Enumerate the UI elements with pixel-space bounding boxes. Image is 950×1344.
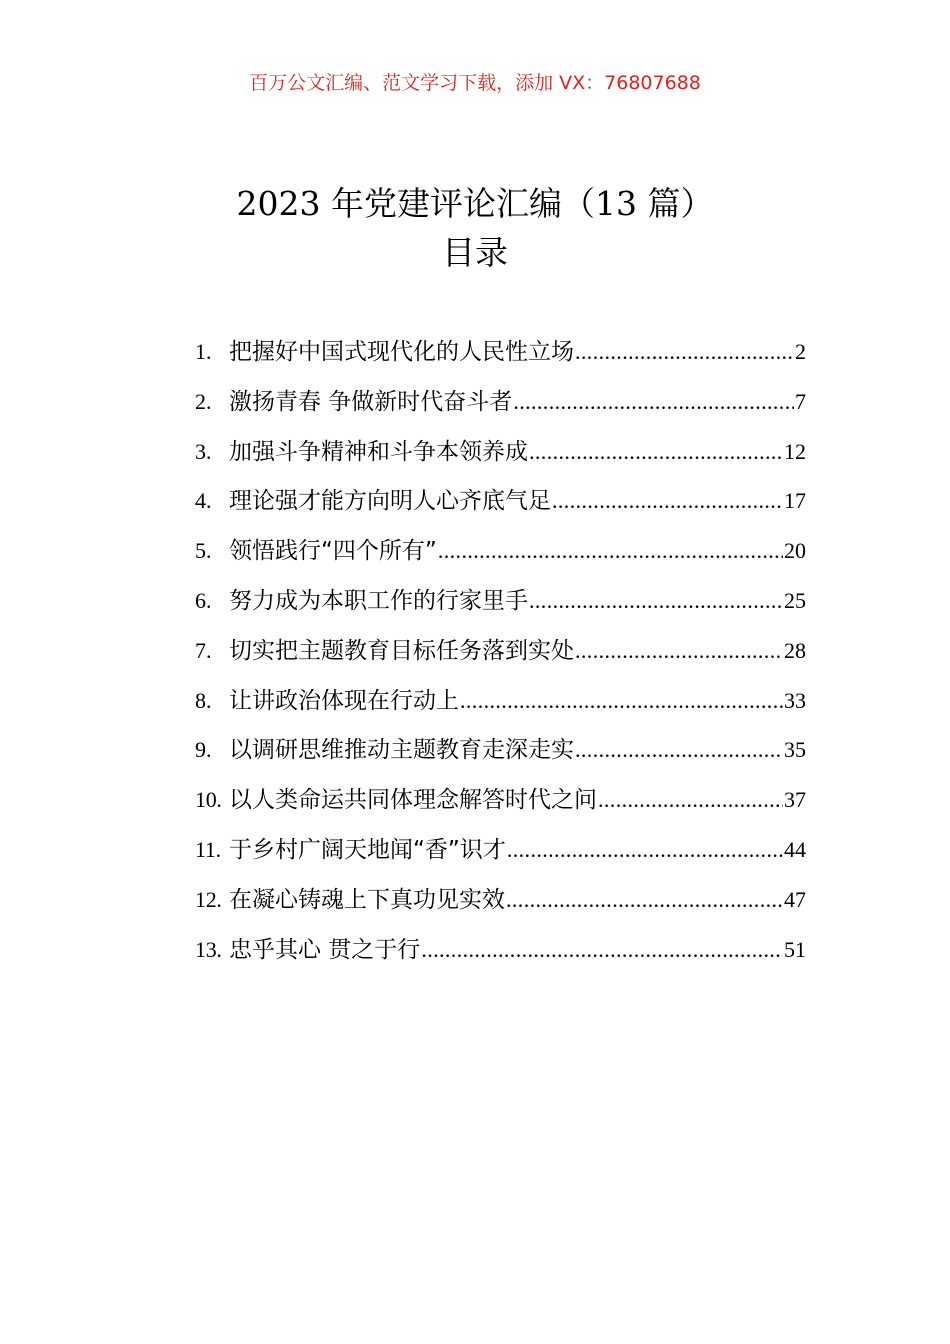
header-note: 百万公文汇编、范文学习下载，添加 VX：76807688 [249,72,701,94]
toc-dot-leader [421,930,783,970]
document-title: 2023 年党建评论汇编（13 篇） [236,184,714,223]
toc-entry-number: 12. [195,886,222,912]
toc-entry-title: 加强斗争精神和斗争本领养成 [229,438,528,465]
toc-entry-page: 35 [784,737,806,763]
toc-entry-number: 10. [195,787,222,813]
toc-entry-page: 28 [784,637,806,663]
toc-entry-title: 于乡村广阔天地闻“香”识才 [229,836,506,863]
toc-entry-title: 以调研思维推动主题教育走深走实 [229,737,574,764]
toc-dot-leader [513,382,794,422]
toc-entry-page: 2 [795,339,806,364]
toc-entry-page: 7 [795,388,806,414]
toc-entry-number: 7. [195,637,212,663]
toc-entry-page: 33 [784,687,806,713]
toc-entry-4[interactable] [195,481,806,531]
toc-entry-title: 激扬青春 争做新时代奋斗者 [229,388,513,415]
toc-dot-leader [575,332,794,372]
toc-entry-number: 2. [195,388,212,414]
toc-entry-page: 37 [784,787,806,813]
toc-entry-7[interactable] [195,631,806,681]
toc-entry-5[interactable] [195,531,806,581]
toc-entry-page: 12 [784,438,806,464]
toc-dot-leader [598,780,783,820]
toc-entry-title: 把握好中国式现代化的人民性立场 [229,339,574,365]
toc-dot-leader [460,681,783,721]
toc-entry-number: 9. [195,737,212,763]
toc-entry-title: 忠乎其心 贯之于行 [229,936,421,963]
toc-entry-12[interactable] [195,880,806,930]
toc-entry-number: 13. [195,936,222,962]
toc-entry-title: 以人类命运共同体理念解答时代之问 [229,787,597,814]
toc-entry-1[interactable] [195,332,806,382]
toc-entry-number: 8. [195,687,212,713]
toc-heading: 目录 [442,233,508,272]
toc-entry-page: 25 [784,587,806,613]
toc-dot-leader [575,730,783,770]
toc-entry-title: 努力成为本职工作的行家里手 [229,587,528,614]
toc-dot-leader [507,830,783,870]
toc-entry-11[interactable] [195,830,806,880]
toc-dot-leader [529,432,783,472]
toc-dot-leader [506,880,783,920]
toc-entry-8[interactable] [195,681,806,731]
toc-entry-6[interactable] [195,581,806,631]
toc-dot-leader [529,581,783,621]
toc-entry-number: 11. [195,836,221,862]
toc-dot-leader [438,531,783,571]
toc-entry-13[interactable] [195,930,806,980]
toc-entry-number: 5. [195,538,212,564]
toc-entry-9[interactable] [195,730,806,780]
toc-entry-number: 4. [195,488,212,514]
toc-entry-2[interactable] [195,382,806,432]
toc-entry-page: 44 [784,836,806,862]
toc-entry-number: 1. [195,339,212,364]
toc-entry-page: 17 [784,488,806,514]
toc-entry-10[interactable] [195,780,806,830]
toc-entry-number: 3. [195,438,212,464]
toc-entry-3[interactable] [195,432,806,482]
table-of-contents [195,332,806,979]
toc-entry-page: 20 [784,538,806,564]
toc-entry-title: 让讲政治体现在行动上 [229,687,459,714]
toc-entry-title: 理论强才能方向明人心齐底气足 [229,488,551,515]
toc-dot-leader [552,481,783,521]
toc-entry-title: 领悟践行“四个所有” [229,538,437,565]
toc-entry-title: 切实把主题教育目标任务落到实处 [229,637,574,664]
toc-entry-page: 51 [784,936,806,962]
toc-entry-title: 在凝心铸魂上下真功见实效 [229,886,505,913]
toc-entry-page: 47 [784,886,806,912]
toc-dot-leader [575,631,783,671]
toc-entry-number: 6. [195,587,212,613]
